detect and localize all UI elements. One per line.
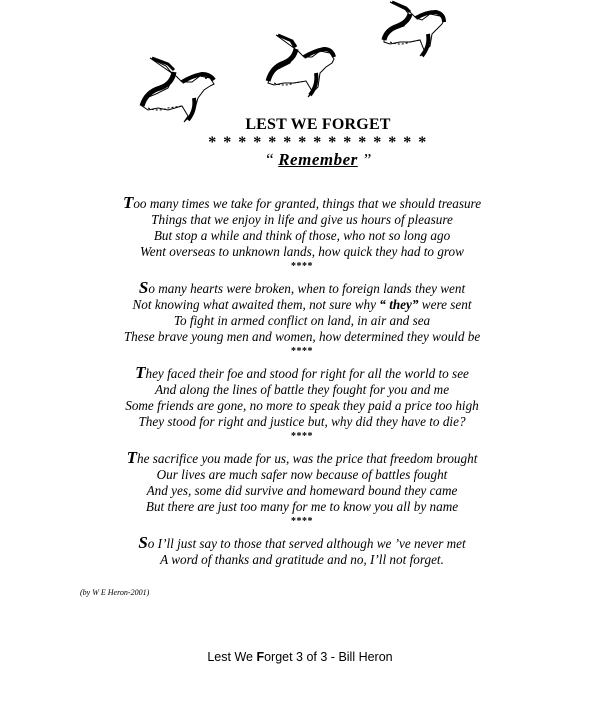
dropcap: T [122,193,134,212]
stanza-separator: **** [291,261,313,272]
poem-line: But there are just too many for me to know you all by name [145,499,459,514]
dove-icon [264,27,339,99]
poem-subtitle [18,150,600,170]
dove-icon [138,48,218,123]
dropcap: S [138,533,148,552]
poem-line: A word of thanks and gratitude and no, I’ll not forget. [160,552,444,567]
poem-line: They faced their foe and stood for right for all the world to see [135,363,469,382]
poem-line: To fight in armed conflict on land, in air and sea [173,313,431,328]
poem-line: But stop a while and think of those, who not so long ago [153,228,451,243]
title-star-divider: * * * * * * * * * * * * * * * [208,134,428,151]
poem-line: These brave young men and women, how determined they would be [123,329,481,344]
poem-body [2,195,600,568]
poem-line: Our lives are much safer now because of battles fought [156,467,448,482]
poem-line: The sacrifice you made for us, was the price that freedom brought [126,448,478,467]
subtitle-word: Remember [278,150,358,169]
poem-line: They stood for right and justice but, why did they have to die? [138,414,466,429]
stanza-4 [2,450,600,529]
dropcap: T [126,448,137,467]
stanza-separator: **** [291,346,313,357]
poem-line: Went overseas to unknown lands, how quick they had to grow [140,244,464,259]
poem-line: Not knowing what awaited them, not sure why “ they” were sent [132,297,472,312]
open-quote: “ [264,150,274,169]
close-quote: ” [362,150,372,169]
author-credit: (by W E Heron-2001) [80,588,150,597]
dropcap: S [138,278,149,297]
poem-line: And yes, some did survive and homeward bound they came [146,483,458,498]
poem-line: So many hearts were broken, when to foreign lands they went [138,278,466,297]
stanza-3 [2,365,600,444]
emphasis-they: “ they” [379,297,419,312]
page-footer: Lest We Forget 3 of 3 - Bill Heron [207,650,393,664]
dropcap: T [135,363,146,382]
poem-line: So I’ll just say to those that served although we ’ve never met [138,533,466,552]
poem-title: LEST WE FORGET [245,116,391,133]
poem-line: And along the lines of battle they fought for you and me [154,382,450,397]
stanza-1 [2,195,600,274]
stanza-5 [2,535,600,568]
stanza-2 [2,280,600,359]
stanza-separator: **** [291,516,313,527]
dove-icon [380,0,450,58]
poem-line: Things that we enjoy in life and give us hours of pleasure [151,212,453,227]
poem-line: Too many times we take for granted, things that we should treasure [122,193,482,212]
stanza-separator: **** [291,431,313,442]
poem-line: Some friends are gone, no more to speak they paid a price too high [125,398,479,413]
